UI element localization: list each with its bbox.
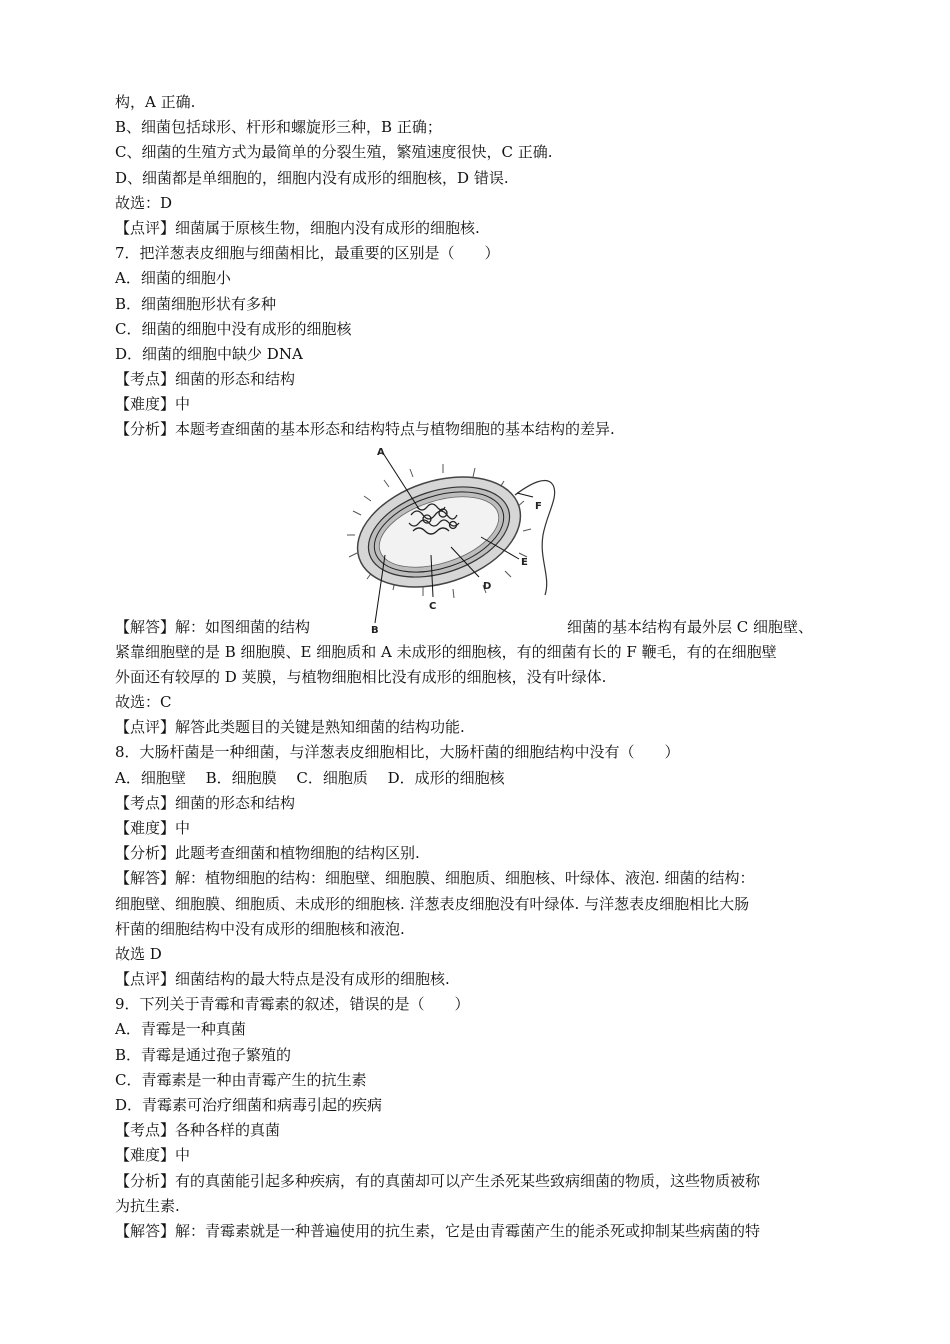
text-line: 故选 D: [115, 944, 162, 963]
question-8-options: A．细胞壁 B．细胞膜 C．细胞质 D．成形的细胞核: [115, 768, 505, 787]
bacteria-diagram: [333, 443, 565, 635]
document-page: [115, 90, 845, 1244]
answer-suffix: 细菌的基本结构有最外层 C 细胞壁、: [567, 617, 814, 636]
text-line: 【点评】细菌属于原核生物，细胞内没有成形的细胞核.: [115, 218, 480, 237]
option-d: D．细菌的细胞中缺少 DNA: [115, 344, 303, 363]
label-a: A: [377, 446, 385, 458]
text-line: C、细菌的生殖方式为最简单的分裂生殖，繁殖速度很快，C 正确.: [115, 143, 553, 162]
text-line: 【分析】本题考查细菌的基本形态和结构特点与植物细胞的基本结构的差异.: [115, 420, 615, 439]
question-7-stem: 7．把洋葱表皮细胞与细菌相比，最重要的区别是（ ）: [115, 244, 500, 263]
text-line: 紧靠细胞壁的是 B 细胞膜、E 细胞质和 A 未成形的细胞核，有的细菌有长的 F 鞭毛，有的在细胞壁: [115, 642, 777, 661]
text-line: 故选：D: [115, 193, 173, 212]
text-block-after-figure: [115, 640, 845, 1245]
label-c: C: [429, 600, 437, 612]
option-a: A．细菌的细胞小: [115, 269, 231, 288]
text-line: 外面还有较厚的 D 荚膜，与植物细胞相比没有成形的细胞核，没有叶绿体.: [115, 667, 607, 686]
text-line: 【点评】细菌结构的最大特点是没有成形的细胞核.: [115, 970, 450, 989]
option-b: B．细菌细胞形状有多种: [115, 294, 277, 313]
text-line: 【难度】中: [115, 818, 191, 837]
figure-line: [115, 443, 845, 640]
option-d: D．青霉素可治疗细菌和病毒引起的疾病: [115, 1096, 383, 1114]
text-line: 【分析】此题考查细菌和植物细胞的结构区别.: [115, 844, 420, 863]
answer-prefix: 【解答】解：如图细菌的结构: [115, 617, 311, 636]
bacteria-cell-illustration: [343, 453, 554, 623]
option-c: C．细菌的细胞中没有成形的细胞核: [115, 319, 352, 338]
text-line: 杆菌的细胞结构中没有成形的细胞核和液泡.: [115, 919, 405, 938]
text-line: B、细菌包括球形、杆形和螺旋形三种，B 正确；: [115, 118, 442, 137]
label-f: F: [535, 500, 542, 512]
text-line: 【考点】细菌的形态和结构: [115, 370, 296, 389]
label-d: D: [483, 580, 492, 592]
text-line: 细胞壁、细胞膜、细胞质、未成形的细胞核. 洋葱表皮细胞没有叶绿体. 与洋葱表皮细胞相比大肠: [115, 894, 750, 913]
text-line: 【解答】解：青霉素就是一种普遍使用的抗生素，它是由青霉菌产生的能杀死或抑制某些病菌的特: [115, 1221, 761, 1240]
text-line: 【考点】细菌的形态和结构: [115, 793, 296, 812]
text-line: 为抗生素.: [115, 1196, 180, 1215]
text-line: 【点评】解答此类题目的关键是熟知细菌的结构功能.: [115, 718, 465, 737]
option-c: C．青霉素是一种由青霉产生的抗生素: [115, 1070, 367, 1089]
text-line: 【解答】解：植物细胞的结构：细胞壁、细胞膜、细胞质、细胞核、叶绿体、液泡. 细菌的结构：: [115, 869, 755, 888]
text-line: 【考点】各种各样的真菌: [115, 1121, 281, 1140]
text-line: 【分析】有的真菌能引起多种疾病，有的真菌却可以产生杀死某些致病细菌的物质，这些物质被称: [115, 1171, 761, 1190]
question-8-stem: 8．大肠杆菌是一种细菌，与洋葱表皮细胞相比，大肠杆菌的细胞结构中没有（ ）: [115, 743, 680, 762]
label-b: B: [371, 624, 379, 635]
label-e: E: [521, 556, 528, 568]
option-b: B．青霉是通过孢子繁殖的: [115, 1045, 292, 1064]
text-line: 【难度】中: [115, 395, 191, 414]
option-a: A．青霉是一种真菌: [115, 1020, 246, 1039]
question-9-stem: 9．下列关于青霉和青霉素的叙述，错误的是（ ）: [115, 995, 470, 1014]
text-line: D、细菌都是单细胞的，细胞内没有成形的细胞核，D 错误.: [115, 168, 509, 187]
text-block-before-figure: [115, 90, 845, 443]
text-line: 故选：C: [115, 693, 172, 711]
text-line: 构，A 正确.: [115, 93, 196, 111]
text-line: 【难度】中: [115, 1146, 191, 1165]
